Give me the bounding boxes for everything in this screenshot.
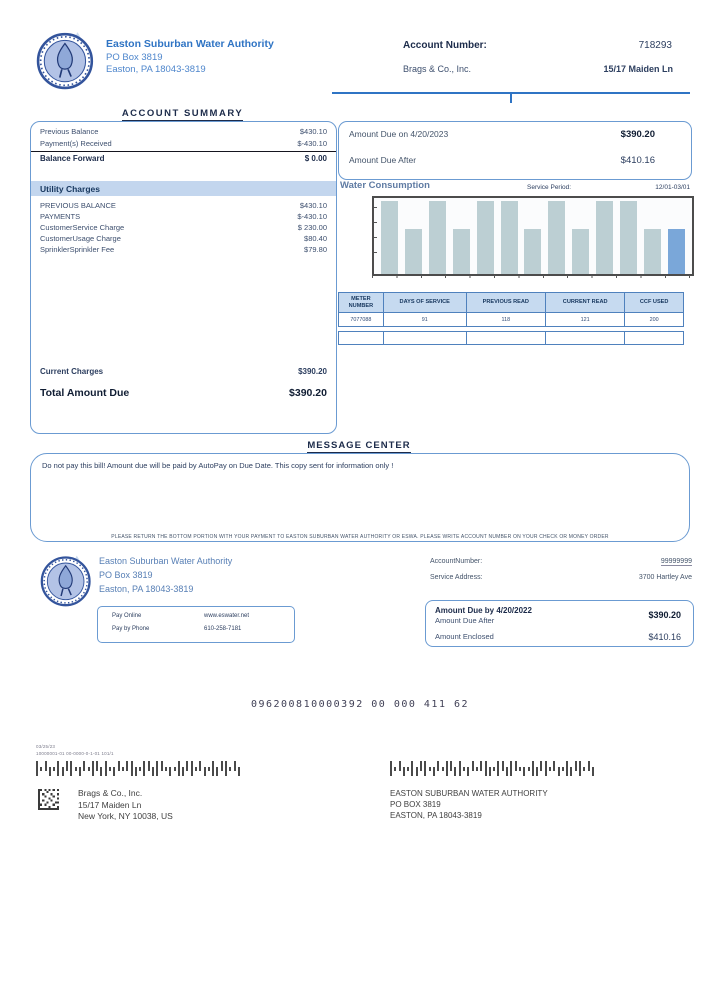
pay-online-url: www.eswater.net [204,613,250,619]
company-city-line: Easton, PA 18043-3819 [106,64,206,75]
current-charges-row: Current Charges $390.20 [40,367,327,376]
account-number-value: 718293 [638,40,672,51]
return-notice: PLEASE RETURN THE BOTTOM PORTION WITH YOUR PAYMENT TO EASTON SUBURBAN WATER AUTHORITY OR ESWA. PLEASE WRITE ACCOUNT NUMBER ON YOUR CHECK OR MONEY ORDER [111,534,609,540]
consumption-bar [524,229,541,274]
utility-row-payments: PAYMENTS $-430.10 [40,212,327,221]
amount-due-after-row: Amount Due After $410.16 [349,155,655,166]
stub-due-after-label: Amount Due After [435,616,495,625]
pay-online-label: Pay Online [112,613,142,619]
utility-row-previous-balance: PREVIOUS BALANCE $430.10 [40,201,327,210]
total-amount-due-row: Total Amount Due $390.20 [40,387,327,399]
customer-name: Brags & Co., Inc. [403,64,472,74]
utility-row-usage-charge: CustomerUsage Charge $80.40 [40,234,327,243]
pay-phone-label: Pay by Phone [112,626,150,632]
consumption-bar [548,201,565,274]
consumption-chart [372,196,694,276]
service-address-label: Service Address: [430,574,483,581]
consumption-bar [453,229,470,274]
consumption-bar [381,201,398,274]
stub-city-line: Easton, PA 18043-3819 [99,584,194,594]
remittance-ocr-line: 096200810000392 00 000 411 62 [250,699,470,710]
meter-table-header: CCF USED [625,293,684,313]
account-summary-box [30,121,337,434]
summary-row-payments-received: Payment(s) Received $-430.10 [40,138,327,148]
consumption-bars [381,201,685,274]
meter-table-header: PREVIOUS READ [466,293,545,313]
stub-due-by-label: Amount Due by 4/20/2022 [435,606,532,615]
header-divider-tick [510,92,512,103]
water-authority-seal-logo-stub [40,552,95,607]
service-period-value: 12/01-03/01 [655,184,690,191]
meter-table-row: 7077088 91 118 121 200 [339,313,684,327]
pay-phone-row [98,623,294,636]
pay-online-row [98,610,294,623]
amount-due-box [338,121,692,180]
imb-barcode [36,761,242,776]
message-center-text: Do not pay this bill! Amount due will be paid by AutoPay on Due Date. This copy sent for information only ! [42,461,394,470]
utility-charges-header: Utility Charges [31,181,336,196]
stub-company-name: Easton Suburban Water Authority [99,556,233,566]
account-summary-title: ACCOUNT SUMMARY [121,108,244,119]
meter-table-header: METER NUMBER [339,293,384,313]
mailing-micro-print: 03/25/23 10000001-01 00-0000-0-1-01 101/1 [36,744,114,756]
consumption-bar [668,229,685,274]
meter-table-header: CURRENT READ [545,293,624,313]
pay-phone-number: 610-258-7181 [204,626,242,632]
company-name: Easton Suburban Water Authority [106,38,274,50]
message-center-title: MESSAGE CENTER [307,440,411,451]
chart-y-ticks [374,207,377,265]
mailing-address-authority: EASTON SUBURBAN WATER AUTHORITY PO BOX 3819 EASTON, PA 18043-3819 [390,789,548,820]
stub-due-by-amount: $390.20 [648,610,681,620]
water-authority-seal-logo [36,28,98,90]
summary-row-previous-balance: Previous Balance $430.10 [40,127,327,136]
consumption-bar [620,201,637,274]
amount-due-on-row: Amount Due on 4/20/2023 $390.20 [349,129,655,140]
consumption-bar [644,229,661,274]
stub-amount-box [425,600,694,647]
service-period-label: Service Period: [527,184,572,191]
consumption-bar [477,201,494,274]
utility-row-service-charge: CustomerService Charge $ 230.00 [40,223,327,232]
company-po-box: PO Box 3819 [106,52,163,63]
service-address-value: 3700 Hartley Ave [638,574,692,581]
mailing-address-customer: Brags & Co., Inc. 15/17 Maiden Ln New York, NY 10038, US [78,788,173,821]
consumption-bar [429,201,446,274]
stub-po-box: PO Box 3819 [99,570,153,580]
consumption-bar [501,201,518,274]
account-number-label: Account Number: [403,40,487,51]
chart-title: Water Consumption [340,180,430,191]
meter-table-header: DAYS OF SERVICE [383,293,466,313]
summary-row-balance-forward: Balance Forward $ 0.00 [40,154,327,163]
consumption-bar [405,229,422,274]
stub-account-number-value: 99999999 [660,558,692,565]
stub-account-number-label: AccountNumber: [430,558,483,565]
consumption-bar [572,229,589,274]
pay-options-box [97,606,295,643]
utility-row-sprinkler-fee: SprinklerSprinkler Fee $79.80 [40,245,327,254]
chart-x-ticks [372,275,690,278]
stub-amount-enclosed-label: Amount Enclosed [435,632,494,641]
datamatrix-barcode-icon [38,789,59,810]
imb-barcode [390,761,596,776]
meter-table [338,292,684,327]
customer-address: 15/17 Maiden Ln [603,64,673,74]
message-center-box [30,453,690,542]
consumption-bar [596,201,613,274]
meter-table-empty-row [338,331,684,345]
stub-enclosed-amount: $410.16 [648,632,681,642]
